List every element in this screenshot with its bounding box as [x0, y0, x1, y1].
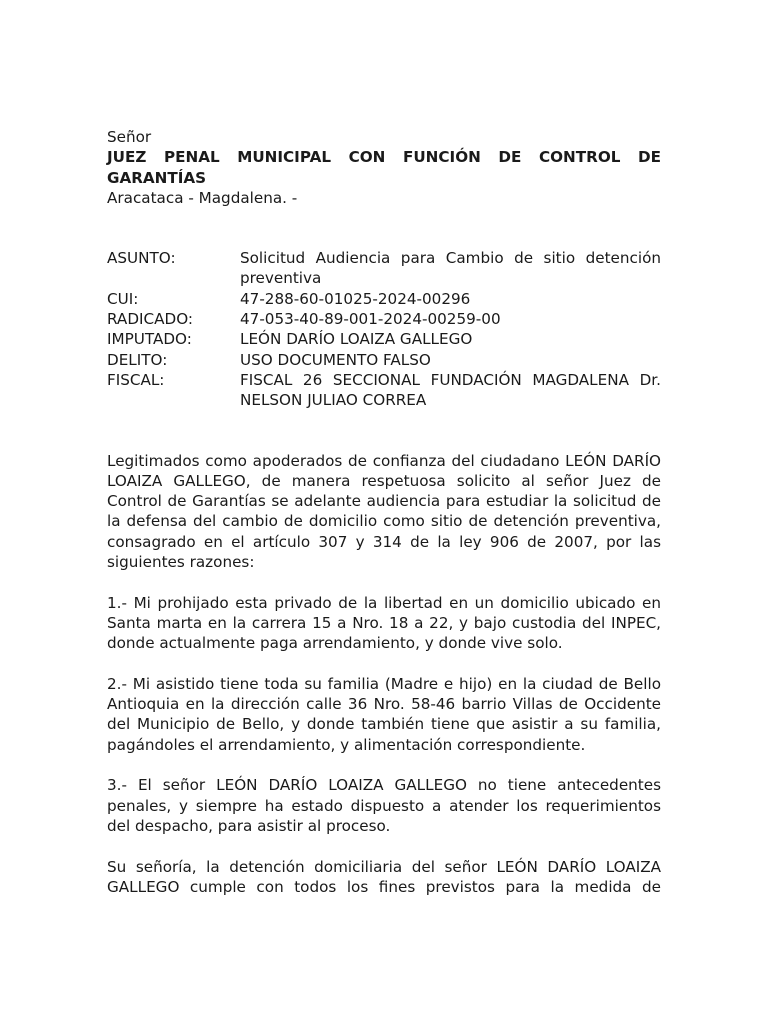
meta-label: RADICADO: — [107, 310, 193, 329]
meta-label: FISCAL: — [107, 370, 165, 389]
meta-label: IMPUTADO: — [107, 330, 192, 349]
addressee-block — [107, 127, 661, 208]
meta-label: DELITO: — [107, 350, 168, 369]
meta-row-imputado — [107, 329, 661, 349]
case-metadata — [107, 248, 661, 410]
body-paragraph: Legitimados como apoderados de confianza del ciudadano LEÓN DARÍO LOAIZA GALLEGO, de manera respetuosa solicito al señor Juez de Control de Garantías se adelante audiencia para estudiar la solicitud de la defensa del cambio de domicilio como sitio de detención preventiva, consagrado en el artículo 307 y 314 de la ley 906 de 2007, por las siguientes razones: — [107, 451, 661, 572]
document-page — [107, 127, 661, 917]
meta-value: 47-053-40-89-001-2024-00259-00 — [240, 310, 501, 329]
body-paragraph: Su señoría, la detención domiciliaria del señor LEÓN DARÍO LOAIZA GALLEGO cumple con todos los fines previstos para la medida de — [107, 857, 661, 896]
meta-value: Solicitud Audiencia para Cambio de sitio detención preventiva — [240, 249, 661, 288]
addressee-location: Aracataca - Magdalena. - — [107, 188, 298, 207]
body-paragraph: 1.- Mi prohijado esta privado de la libertad en un domicilio ubicado en Santa marta en la carrera 15 a Nro. 18 a 22, y bajo custodia del INPEC, donde actualmente paga arrendamiento, y donde vive solo. — [107, 593, 661, 653]
meta-row-asunto — [107, 248, 661, 289]
meta-label: CUI: — [107, 289, 139, 308]
meta-row-radicado — [107, 309, 661, 329]
meta-label: ASUNTO: — [107, 249, 176, 268]
meta-row-fiscal — [107, 370, 661, 411]
body-paragraph: 2.- Mi asistido tiene toda su familia (Madre e hijo) en la ciudad de Bello Antioquia en la dirección calle 36 Nro. 58-46 barrio Villas de Occidente del Municipio de Bello, y donde también tiene que asistir a su familia, pagándoles el arrendamiento, y alimentación correspondiente. — [107, 674, 661, 754]
document-body — [107, 451, 661, 898]
salutation: Señor — [107, 128, 152, 146]
meta-value: FISCAL 26 SECCIONAL FUNDACIÓN MAGDALENA Dr. NELSON JULIAO CORREA — [240, 370, 661, 410]
meta-value: LEÓN DARÍO LOAIZA GALLEGO — [240, 330, 473, 349]
meta-value: 47-288-60-01025-2024-00296 — [240, 289, 471, 308]
meta-value: USO DOCUMENTO FALSO — [240, 350, 431, 369]
meta-row-cui — [107, 289, 661, 309]
addressee-title: JUEZ PENAL MUNICIPAL CON FUNCIÓN DE CONTROL DE GARANTÍAS — [107, 148, 661, 187]
meta-row-delito — [107, 350, 661, 370]
body-paragraph: 3.- El señor LEÓN DARÍO LOAIZA GALLEGO no tiene antecedentes penales, y siempre ha estado dispuesto a atender los requerimientos del despacho, para asistir al proceso. — [107, 776, 661, 835]
